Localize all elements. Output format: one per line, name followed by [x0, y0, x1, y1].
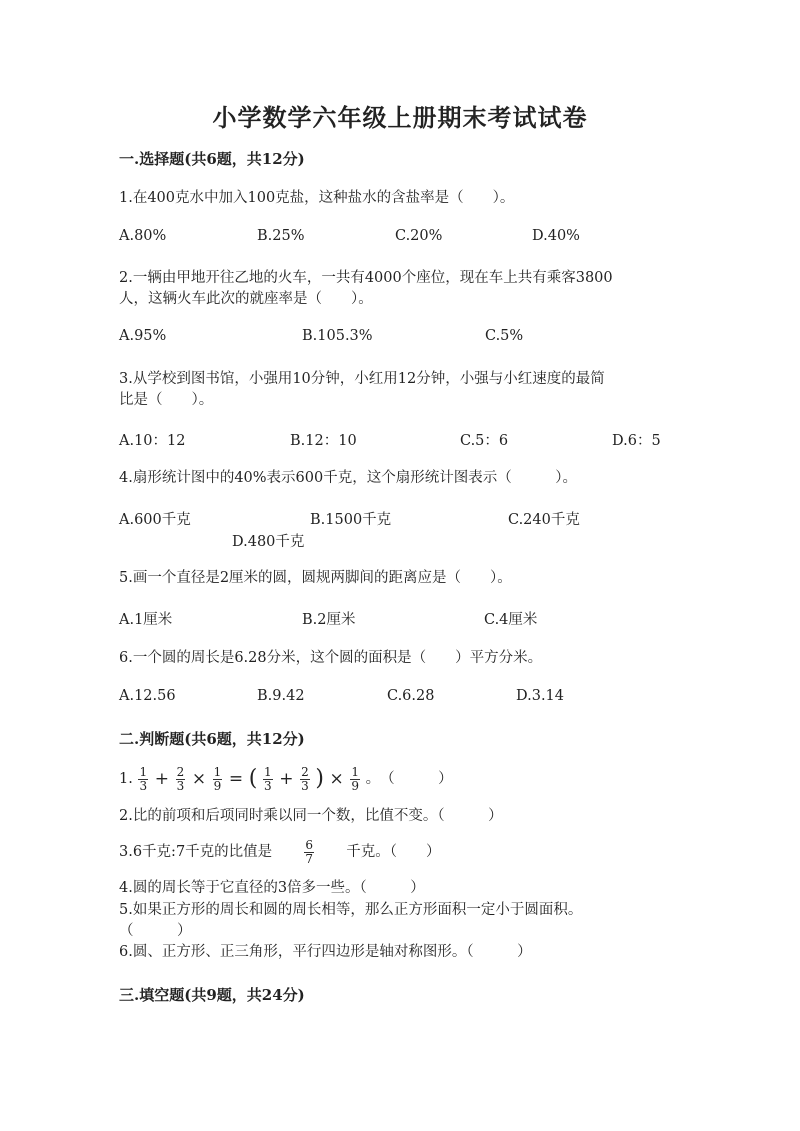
question-2-3-prefix: 3.6千克:7千克的比值是: [119, 844, 273, 860]
question-2-5: [119, 900, 679, 942]
question-1-3-line2: 比是（ ）。: [119, 392, 214, 408]
option-1-4-d: D.480千克: [232, 534, 305, 550]
question-1-3: [119, 369, 679, 411]
option-1-1-b: B.25%: [257, 228, 305, 244]
question-1-2-line2: 人，这辆火车此次的就座率是（ ）。: [119, 291, 373, 307]
option-1-4-c: C.240千克: [508, 512, 580, 528]
option-1-5-c: C.4厘米: [484, 612, 538, 628]
fraction-six-sevenths: $\frac{6}{7}$: [305, 837, 314, 866]
question-1-1: 1.在400克水中加入100克盐，这种盐水的含盐率是（ ）。: [119, 190, 515, 206]
question-1-2-line1: 2.一辆由甲地开往乙地的火车，一共有4000个座位，现在车上共有乘客3800: [119, 270, 613, 286]
question-1-4: 4.扇形统计图中的40%表示600千克，这个扇形统计图表示（ ）。: [119, 470, 577, 486]
option-1-3-a: A.10：12: [119, 433, 186, 449]
question-2-5-line1: 5.如果正方形的周长和圆的周长相等，那么正方形面积一定小于圆面积。: [119, 902, 583, 918]
option-1-4-b: B.1500千克: [310, 512, 392, 528]
question-2-1: [119, 765, 453, 793]
plus-sign-b: +: [279, 769, 294, 789]
option-1-4-a: A.600千克: [119, 512, 191, 528]
fraction-one-ninth-b: $\frac{1}{9}$: [351, 764, 360, 793]
option-1-1-a: A.80%: [119, 228, 167, 244]
times-sign-b: ×: [329, 769, 344, 789]
question-1-2: [119, 268, 679, 310]
question-1-3-line1: 3.从学校到图书馆，小强用10分钟，小红用12分钟，小强与小红速度的最简: [119, 371, 605, 387]
option-1-6-b: B.9.42: [257, 688, 305, 704]
section-heading-fill: 三.填空题(共9题，共24分): [119, 986, 305, 1004]
section-heading-judge: 二.判断题(共6题，共12分): [119, 730, 305, 748]
question-2-3-suffix: 千克。（ ）: [346, 844, 441, 860]
times-sign: ×: [191, 769, 207, 789]
option-1-1-c: C.20%: [395, 228, 443, 244]
fraction-one-ninth: $\frac{1}{9}$: [213, 764, 222, 793]
option-1-5-a: A.1厘米: [119, 612, 173, 628]
option-1-2-a: A.95%: [119, 328, 167, 344]
option-1-2-b: B.105.3%: [302, 328, 373, 344]
option-1-6-c: C.6.28: [387, 688, 435, 704]
option-1-6-a: A.12.56: [119, 688, 176, 704]
option-1-6-d: D.3.14: [516, 688, 565, 704]
option-1-5-b: B.2厘米: [302, 612, 356, 628]
fraction-one-third-b: $\frac{1}{3}$: [263, 764, 272, 793]
section-heading-choice: 一.选择题(共6题，共12分): [119, 150, 305, 168]
fraction-two-thirds-b: $\frac{2}{3}$: [301, 764, 309, 793]
question-2-6: 6.圆、正方形、正三角形，平行四边形是轴对称图形。（ ）: [119, 944, 532, 960]
page-title: 小学数学六年级上册期末考试试卷: [212, 103, 588, 132]
question-2-4: 4.圆的周长等于它直径的3倍多一些。（ ）: [119, 880, 425, 896]
question-2-1-tail: 。 （ ）: [365, 771, 453, 787]
question-2-3: [119, 838, 441, 866]
option-1-2-c: C.5%: [485, 328, 524, 344]
equals-sign: =: [228, 769, 244, 789]
question-2-2: 2.比的前项和后项同时乘以同一个数，比值不变。（ ）: [119, 808, 503, 824]
fraction-two-thirds: $\frac{2}{3}$: [176, 764, 185, 793]
question-2-5-line2: （ ）: [119, 923, 192, 939]
question-1-5: 5.画一个直径是2厘米的圆，圆规两脚间的距离应是（ ）。: [119, 570, 512, 586]
left-paren: (: [248, 766, 258, 791]
option-1-3-c: C.5：6: [460, 433, 509, 449]
question-2-1-number: 1.: [119, 771, 133, 787]
plus-sign: +: [154, 769, 169, 789]
question-1-6: 6.一个圆的周长是6.28分米，这个圆的面积是（ ）平方分米。: [119, 650, 543, 666]
fraction-one-third: $\frac{1}{3}$: [139, 764, 148, 793]
option-1-1-d: D.40%: [532, 228, 580, 244]
option-1-3-b: B.12：10: [290, 433, 357, 449]
option-1-3-d: D.6：5: [612, 433, 661, 449]
right-paren: ): [315, 766, 324, 791]
